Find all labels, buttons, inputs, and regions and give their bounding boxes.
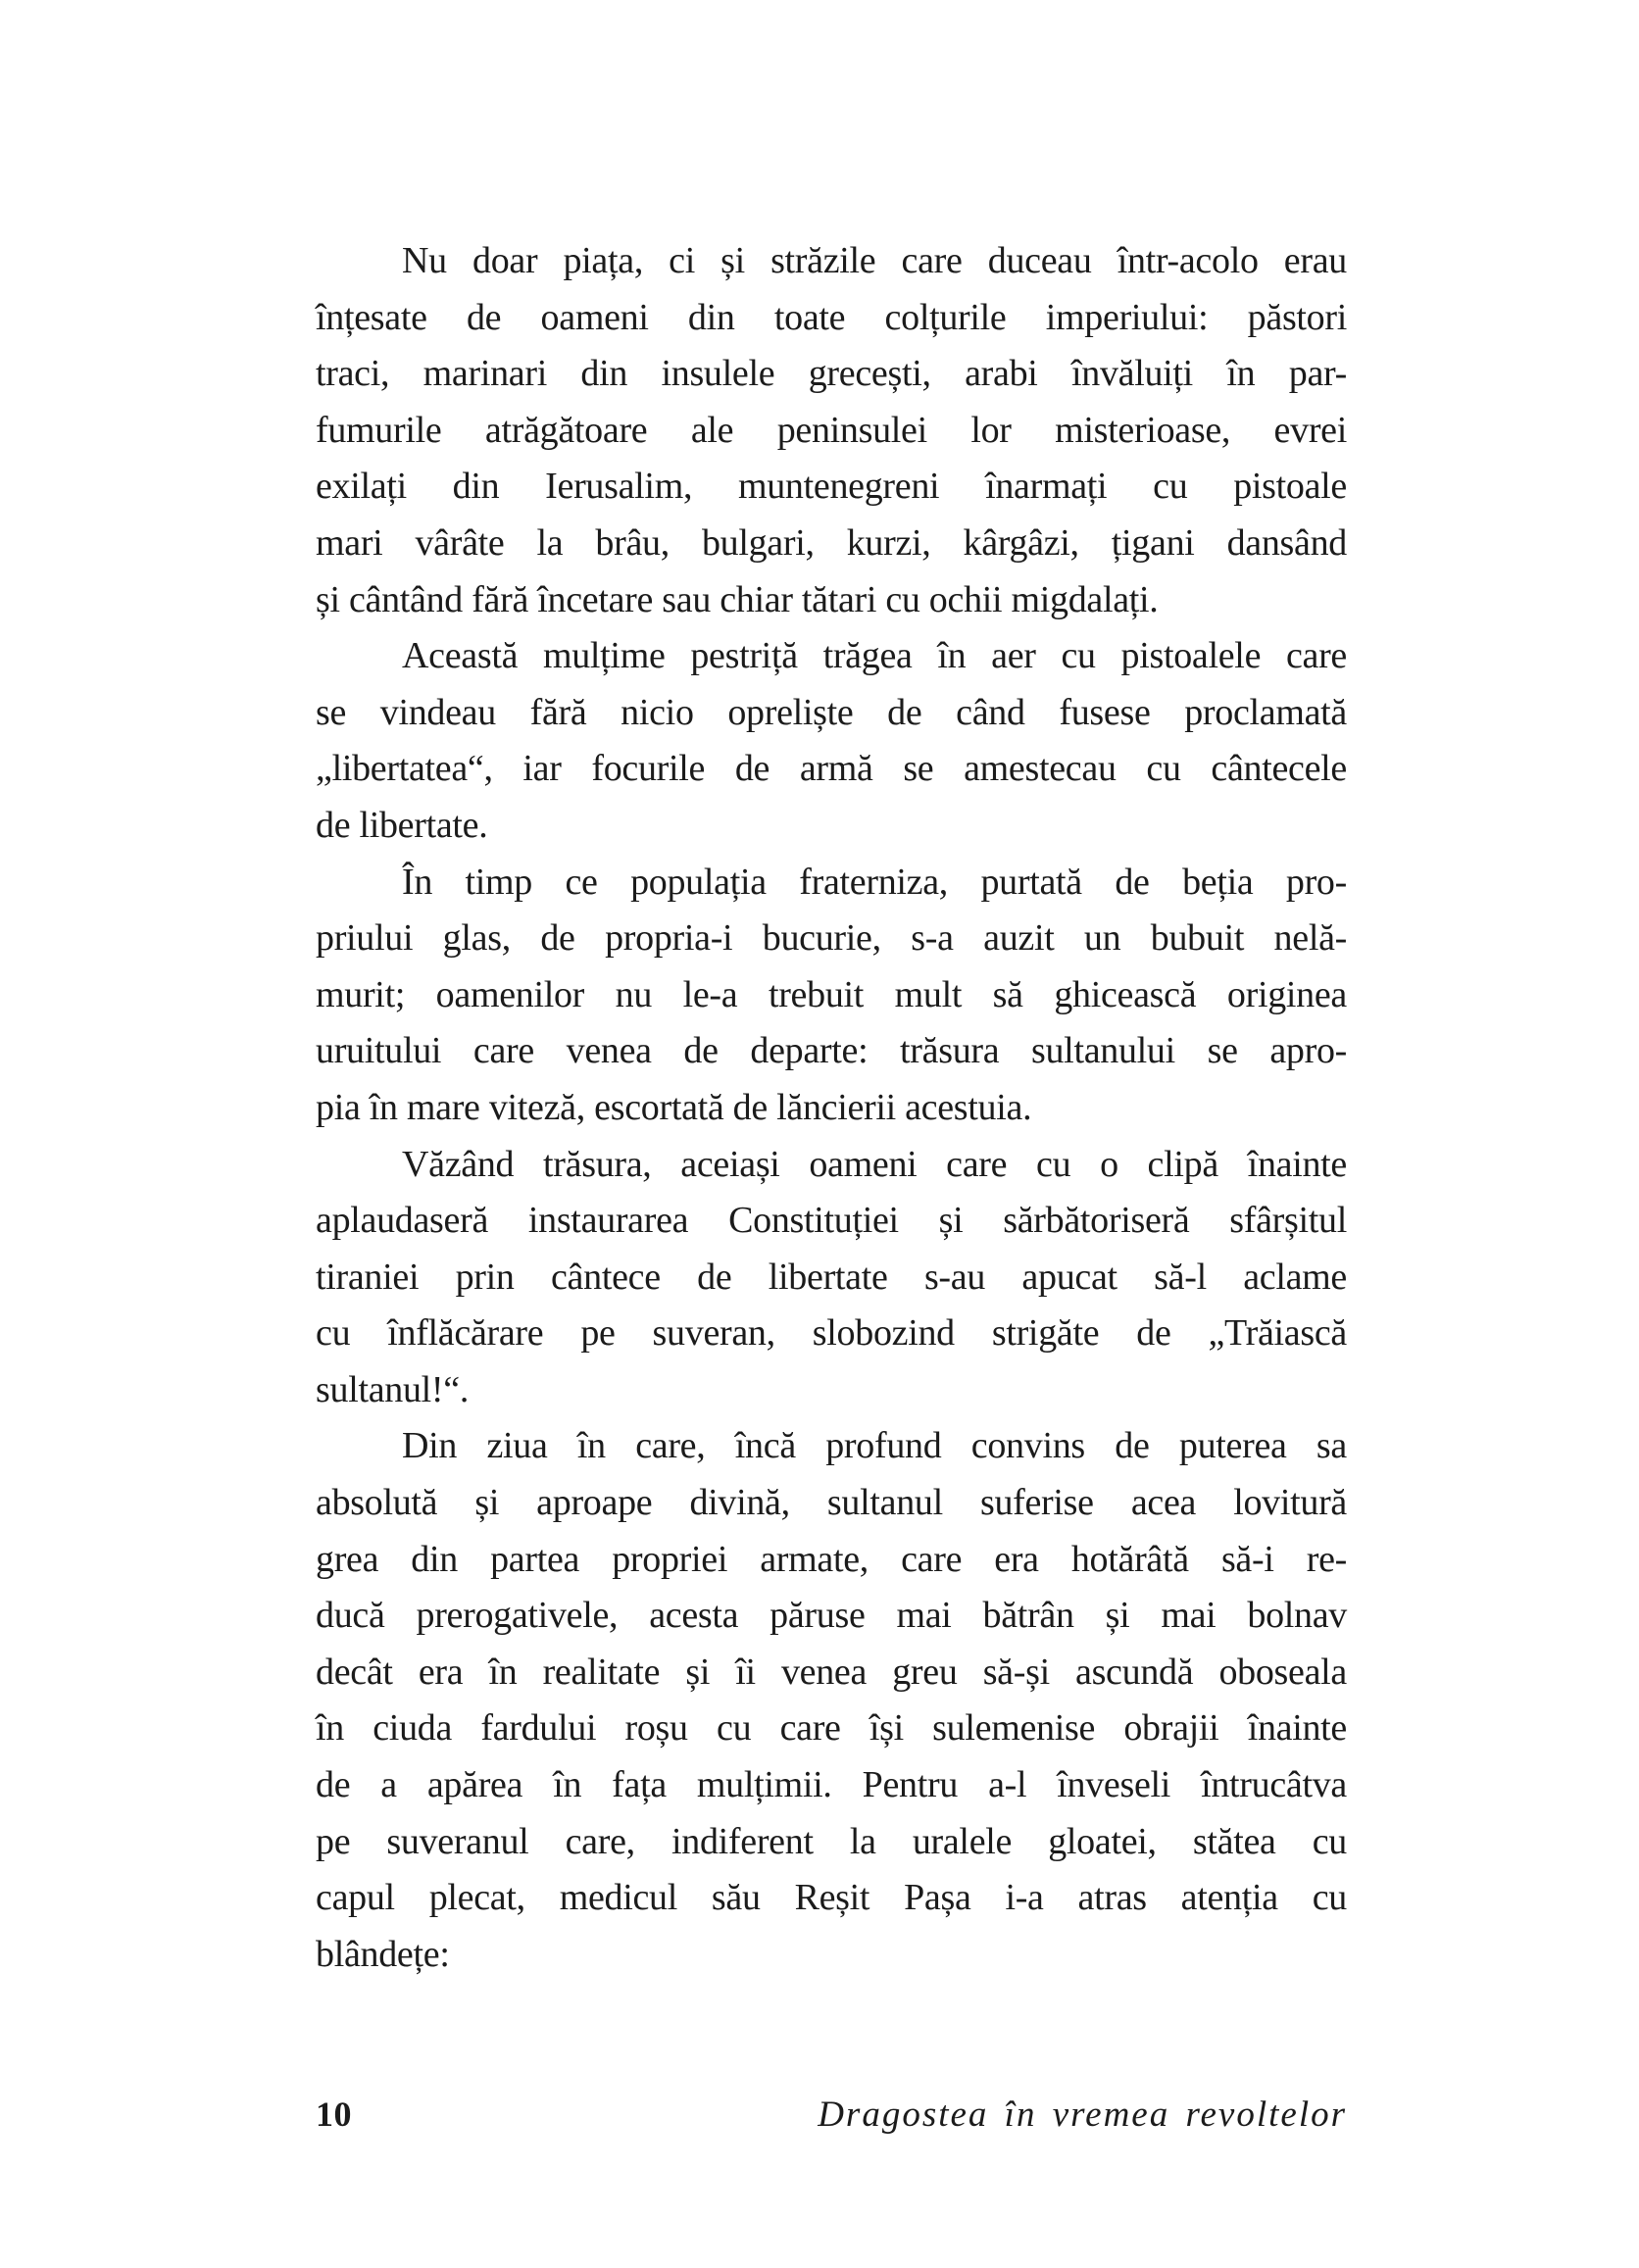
text-line: aplaudaseră instaurarea Constituției și sărbătoriseră sfârșitul	[316, 1200, 1347, 1242]
text-line: pia în mare viteză, escortată de lăncierii acestuia.	[316, 1086, 1032, 1128]
text-line: pe suveranul care, indiferent la uralele gloatei, stătea cu	[316, 1820, 1347, 1862]
text-line: se vindeau fără nicio opreliște de când fusese proclamată	[316, 691, 1347, 733]
page-number: 10	[316, 2095, 352, 2134]
text-line: ducă prerogativele, acesta păruse mai bătrân și mai bolnav	[316, 1595, 1347, 1637]
text-line: de a apărea în fața mulțimii. Pentru a-l înveseli întrucâtva	[316, 1764, 1347, 1806]
text-line: sultanul!“.	[316, 1368, 470, 1410]
text-line: înțesate de oameni din toate colțurile imperiului: păstori	[316, 296, 1347, 338]
text-line: „libertatea“, iar focurile de armă se amestecau cu cântecele	[316, 748, 1347, 790]
text-line: absolută și aproape divină, sultanul suferise acea lovitură	[316, 1482, 1347, 1524]
paragraph	[316, 233, 1347, 628]
text-line: priului glas, de propria-i bucurie, s-a auzit un bubuit nelă-	[316, 917, 1347, 960]
paragraph	[316, 1137, 1347, 1419]
page-footer	[316, 2094, 1347, 2136]
text-line: fumurile atrăgătoare ale peninsulei lor misterioase, evrei	[316, 409, 1347, 451]
text-line: și cântând fără încetare sau chiar tătari cu ochii migdalați.	[316, 578, 1159, 620]
paragraph	[316, 1418, 1347, 1983]
text-line: grea din partea propriei armate, care era hotărâtă să-i re-	[316, 1538, 1347, 1580]
text-line: exilați din Ierusalim, muntenegreni înarmați cu pistoale	[316, 466, 1347, 508]
text-line: murit; oamenilor nu le-a trebuit mult să ghicească originea	[316, 973, 1347, 1015]
text-line: de libertate.	[316, 804, 488, 846]
text-line: mari vârâte la brâu, bulgari, kurzi, kârgâzi, țigani dansând	[316, 521, 1347, 564]
text-line: blândețe:	[316, 1933, 450, 1975]
text-line: Din ziua în care, încă profund convins de puterea sa	[402, 1425, 1347, 1467]
text-line: tiraniei prin cântece de libertate s-au apucat să-l aclame	[316, 1256, 1347, 1298]
text-line: capul plecat, medicul său Reșit Pașa i-a atras atenția cu	[316, 1877, 1347, 1919]
text-line: În timp ce populația fraterniza, purtată de beția pro-	[402, 861, 1347, 903]
text-line: traci, marinari din insulele grecești, arabi învăluiți în par-	[316, 353, 1347, 395]
text-line: uruitului care venea de departe: trăsura sultanului se apro-	[316, 1030, 1347, 1072]
text-line: decât era în realitate și îi venea greu să-și ascundă oboseala	[316, 1651, 1347, 1693]
text-line: Nu doar piața, ci și străzile care duceau într-acolo erau	[402, 240, 1347, 281]
text-line: în ciuda fardului roșu cu care își sulemenise obrajii înainte	[316, 1707, 1347, 1750]
running-title: Dragostea în vremea revoltelor	[818, 2095, 1347, 2135]
text-line: Văzând trăsura, aceiași oameni care cu o clipă înainte	[402, 1143, 1347, 1185]
text-line: Această mulțime pestriță trăgea în aer cu pistoalele care	[402, 635, 1347, 677]
paragraph	[316, 855, 1347, 1137]
paragraph	[316, 628, 1347, 854]
body-text-block	[316, 233, 1347, 1983]
text-line: cu înflăcărare pe suveran, slobozind strigăte de „Trăiască	[316, 1312, 1347, 1355]
